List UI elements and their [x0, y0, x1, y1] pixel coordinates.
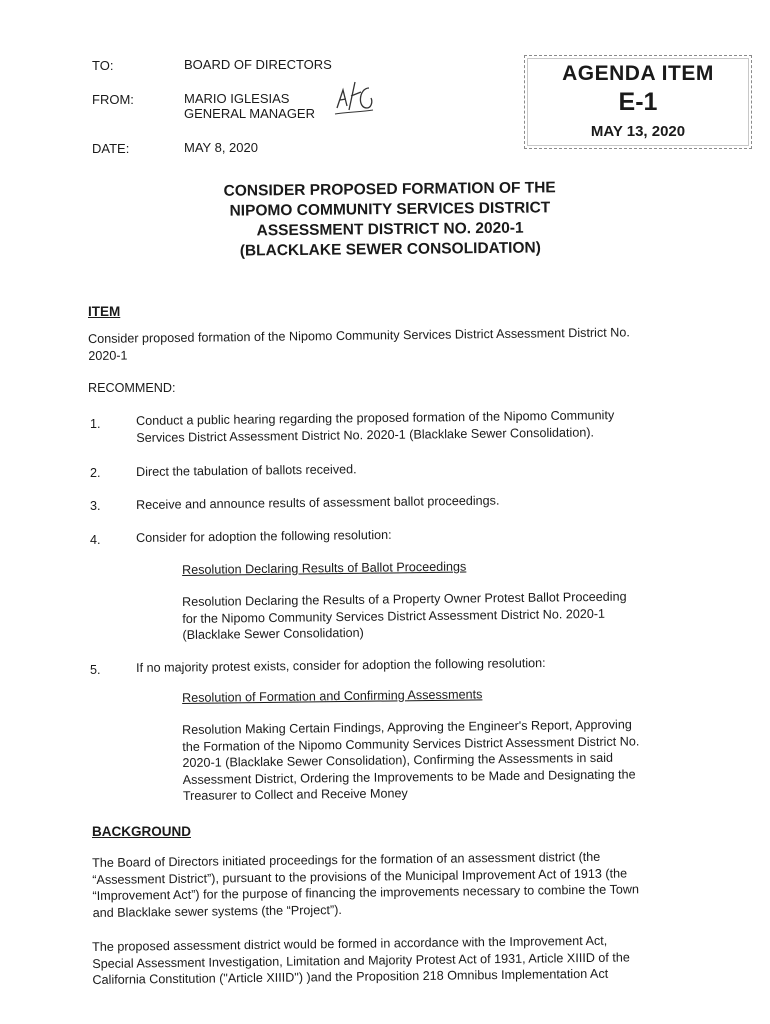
resolution-1-text: [182, 589, 627, 644]
recommend-label: RECOMMEND:: [88, 381, 176, 395]
agenda-date: MAY 13, 2020: [590, 123, 686, 140]
agenda-number: E-1: [618, 88, 658, 116]
recommend-item-line: Conduct a public hearing regarding the proposed formation of the Nipomo Community: [136, 408, 615, 428]
background-line: California Constitution ("Article XIIID") )and the Proposition 218 Omnibus Implementation Act: [92, 966, 609, 987]
from-title: GENERAL MANAGER: [184, 106, 315, 121]
resolution-1-line: (Blacklake Sewer Consolidation): [182, 625, 364, 642]
recommend-number: 1.: [90, 417, 101, 431]
background-line: “Assessment District”), pursuant to the provisions of the Municipal Improvement Act of 1913 (the: [92, 865, 628, 887]
from-name: MARIO IGLESIAS: [184, 91, 290, 106]
resolution-1-heading: Resolution Declaring Results of Ballot Proceedings: [182, 559, 467, 577]
to-label: TO:: [92, 58, 114, 73]
background-line: The Board of Directors initiated proceedings for the formation of an assessment district (the: [92, 849, 601, 870]
background-line: and Blacklake sewer systems (the “Project”).: [92, 902, 342, 920]
document-title: [150, 177, 631, 262]
background-heading: BACKGROUND: [92, 824, 191, 839]
background-line: The proposed assessment district would be formed in accordance with the Improvement Act,: [92, 933, 608, 954]
recommend-number: 2.: [90, 466, 101, 480]
recommend-item: Consider for adoption the following resolution:: [136, 527, 392, 545]
item-text-line: Consider proposed formation of the Nipomo Community Services District Assessment District No.: [88, 325, 630, 346]
recommend-item: If no majority protest exists, consider for adoption the following resolution:: [136, 655, 546, 675]
signature-initials: [333, 78, 377, 125]
to-value: BOARD OF DIRECTORS: [184, 57, 332, 72]
resolution-2-line: Treasurer to Collect and Receive Money: [182, 786, 408, 803]
title-line: NIPOMO COMMUNITY SERVICES DISTRICT: [229, 199, 551, 220]
resolution-2-line: Assessment District, Ordering the Improvements to be Made and Designating the: [182, 766, 636, 787]
date-value: MAY 8, 2020: [184, 140, 258, 155]
title-line: (BLACKLAKE SEWER CONSOLIDATION): [239, 239, 541, 260]
resolution-1-line: for the Nipomo Community Services District Assessment District No. 2020-1: [182, 606, 606, 626]
recommend-number: 4.: [90, 533, 101, 547]
title-line: ASSESSMENT DISTRICT NO. 2020-1: [256, 219, 524, 240]
item-text-line: 2020-1: [88, 348, 128, 363]
resolution-2-text: [182, 716, 640, 804]
title-line: CONSIDER PROPOSED FORMATION OF THE: [223, 179, 556, 200]
background-paragraph-2: [92, 932, 693, 989]
from-label: FROM:: [92, 92, 134, 107]
resolution-2-heading: Resolution of Formation and Confirming Assessments: [182, 687, 483, 705]
item-text: [88, 324, 630, 364]
recommend-item-line: Services District Assessment District No. 2020-1 (Blacklake Sewer Consolidation).: [136, 424, 595, 445]
recommend-item: [136, 407, 615, 446]
background-line: “Improvement Act”) for the purpose of financing the improvements necessary to combine the Town: [92, 882, 640, 903]
recommend-item: Receive and announce results of assessment ballot proceedings.: [136, 493, 500, 512]
item-heading: ITEM: [88, 304, 121, 319]
resolution-2-line: 2020-1 (Blacklake Sewer Consolidation), Confirming the Assessments in said: [182, 750, 614, 770]
background-line: Special Assessment Investigation, Limitation and Majority Protest Act of 1931, Article XIIID of the: [92, 949, 630, 971]
resolution-2-line: the Formation of the Nipomo Community Services District Assessment District No.: [182, 733, 640, 754]
date-label: DATE:: [92, 141, 130, 156]
background-paragraph-1: [92, 848, 693, 921]
resolution-2-line: Resolution Making Certain Findings, Approving the Engineer's Report, Approving: [182, 717, 632, 737]
resolution-1-line: Resolution Declaring the Results of a Property Owner Protest Ballot Proceeding: [182, 589, 627, 609]
recommend-number: 5.: [90, 663, 101, 677]
agenda-title: AGENDA ITEM: [562, 62, 714, 85]
agenda-item-stamp: [524, 55, 752, 149]
recommend-number: 3.: [90, 499, 101, 513]
recommend-item: Direct the tabulation of ballots received.: [136, 462, 357, 479]
